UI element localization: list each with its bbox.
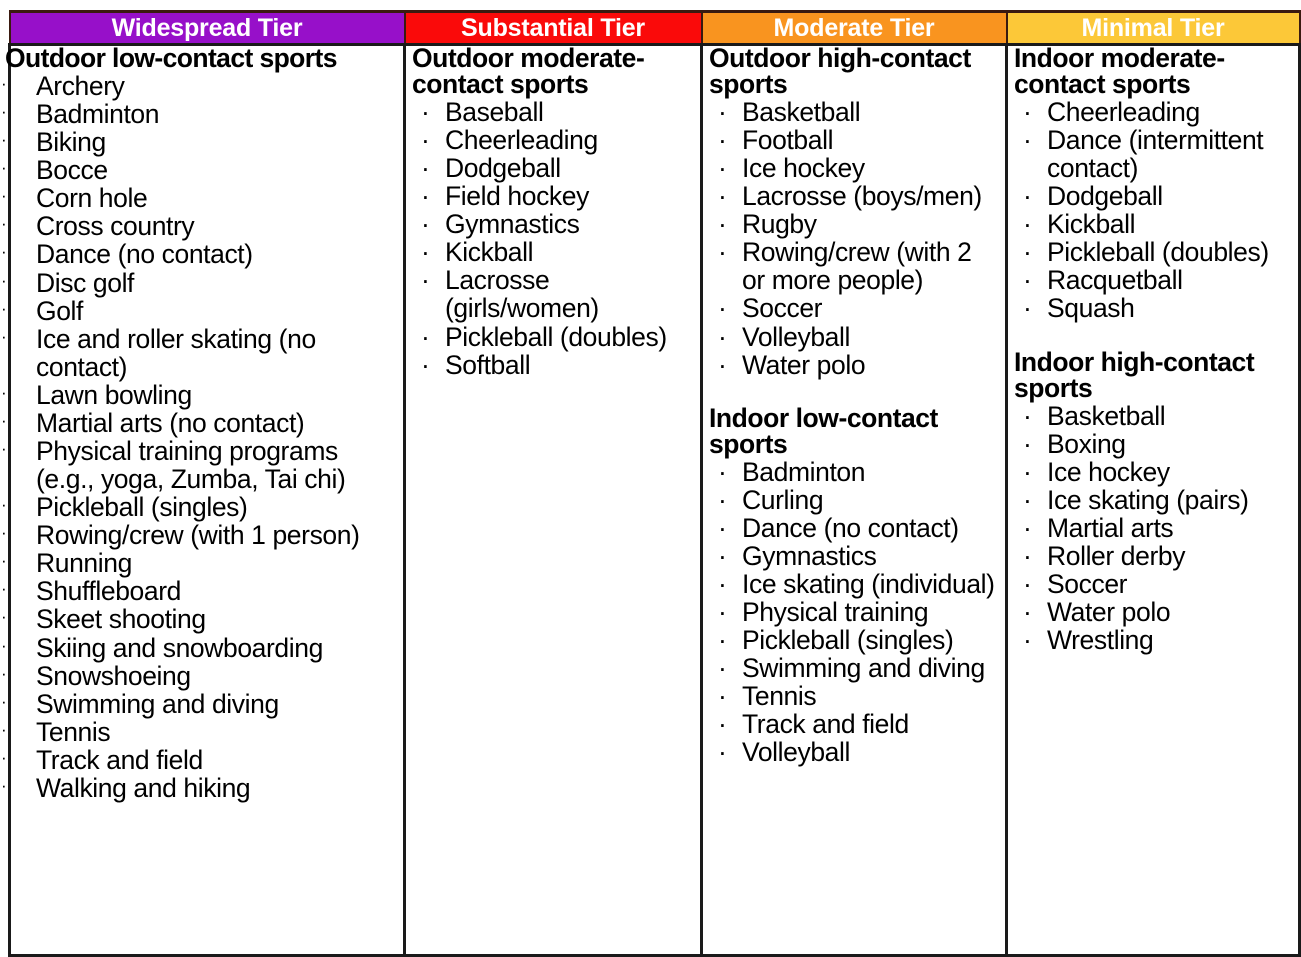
sport-name: Water polo <box>1047 597 1171 628</box>
sport-name: Soccer <box>1047 568 1128 599</box>
list-item <box>412 182 694 210</box>
sport-name: Badminton <box>742 456 866 487</box>
bullet-icon: · <box>1 382 7 402</box>
list-item <box>1 660 397 691</box>
sport-name: Lacrosse (girls/women) <box>445 265 599 324</box>
sport-name: Pickleball (singles) <box>742 625 954 656</box>
sport-name: Lacrosse (boys/men) <box>742 181 982 212</box>
bullet-icon: · <box>1 242 7 262</box>
bullet-icon: · <box>421 96 430 127</box>
list-item <box>412 323 694 351</box>
list-item <box>1014 542 1292 570</box>
bullet-icon: · <box>1 691 7 711</box>
sport-name: Cross country <box>36 211 195 242</box>
list-item <box>709 486 999 514</box>
bullet-icon: · <box>1023 125 1032 156</box>
list-item <box>1014 514 1292 542</box>
list-item <box>1014 458 1292 486</box>
list-item <box>412 154 694 182</box>
list-item <box>1014 210 1292 238</box>
bullet-icon: · <box>718 209 727 240</box>
bullet-icon: · <box>718 321 727 352</box>
section-title: Indoor moderate-contact sports <box>1014 43 1225 99</box>
list-item <box>1014 402 1292 430</box>
list-item <box>1014 266 1292 294</box>
sport-name: Soccer <box>742 293 823 324</box>
bullet-icon: · <box>1 186 7 206</box>
list-item <box>1014 126 1292 182</box>
sport-name: Ice skating (pairs) <box>1047 484 1249 515</box>
sport-name: Dance (intermittent contact) <box>1047 125 1264 184</box>
sport-name: Lawn bowling <box>36 379 192 410</box>
bullet-icon: · <box>421 209 430 240</box>
list-item <box>1 155 397 186</box>
list-item <box>709 182 999 210</box>
bullet-icon: · <box>1023 96 1032 127</box>
list-item <box>1 520 397 551</box>
tier-column-content-3 <box>702 45 1007 956</box>
bullet-icon: · <box>1023 293 1032 324</box>
list-item <box>1 407 397 438</box>
list-item <box>709 351 999 379</box>
list-item <box>1 323 397 382</box>
bullet-icon: · <box>421 321 430 352</box>
bullet-icon: · <box>718 625 727 656</box>
list-item <box>1 604 397 635</box>
sport-name: Walking and hiking <box>36 772 251 803</box>
sport-name: Boxing <box>1047 428 1126 459</box>
bullet-icon: · <box>1 214 7 234</box>
sport-name: Pickleball (doubles) <box>1047 237 1269 268</box>
sport-list <box>709 458 999 767</box>
list-item <box>709 210 999 238</box>
sport-name: Golf <box>36 295 84 326</box>
bullet-icon: · <box>1 438 7 458</box>
bullet-icon: · <box>1023 512 1032 543</box>
bullet-icon: · <box>718 540 727 571</box>
bullet-icon: · <box>1 607 7 627</box>
list-item <box>1014 98 1292 126</box>
bullet-icon: · <box>1023 237 1032 268</box>
bullet-icon: · <box>1023 540 1032 571</box>
list-item <box>709 598 999 626</box>
sport-name: Biking <box>36 127 106 158</box>
sport-name: Basketball <box>742 96 861 127</box>
bullet-icon: · <box>718 737 727 768</box>
list-item <box>1014 486 1292 514</box>
list-item <box>1 267 397 298</box>
bullet-icon: · <box>718 181 727 212</box>
list-item <box>1 70 397 101</box>
list-item <box>709 738 999 766</box>
sport-name: Pickleball (singles) <box>36 492 248 523</box>
tier-column-content-2 <box>405 45 702 956</box>
tier-column-content-4 <box>1007 45 1300 956</box>
bullet-icon: · <box>1 298 7 318</box>
bullet-icon: · <box>1023 568 1032 599</box>
list-item <box>1 183 397 214</box>
list-item <box>1 435 397 495</box>
sport-name: Rowing/crew (with 1 person) <box>36 520 360 551</box>
tier-column-header-4: Minimal Tier <box>1007 12 1300 45</box>
sport-name: Dance (no contact) <box>36 239 253 270</box>
sport-name: Badminton <box>36 99 160 130</box>
bullet-icon: · <box>1 130 7 150</box>
list-item <box>1014 430 1292 458</box>
list-item <box>1 239 397 270</box>
sport-name: Disc golf <box>36 267 135 298</box>
list-item <box>709 126 999 154</box>
tier-column-header-3: Moderate Tier <box>702 12 1007 45</box>
bullet-icon: · <box>421 265 430 296</box>
bullet-icon: · <box>1023 209 1032 240</box>
bullet-icon: · <box>421 181 430 212</box>
bullet-icon: · <box>1023 625 1032 656</box>
bullet-icon: · <box>1023 181 1032 212</box>
bullet-icon: · <box>718 237 727 268</box>
list-item <box>709 323 999 351</box>
list-item <box>1 772 397 803</box>
sport-name: Tennis <box>742 681 817 712</box>
list-item <box>709 710 999 738</box>
sport-list <box>709 98 999 379</box>
sport-name: Cheerleading <box>445 125 598 156</box>
section-title: Indoor low-contact sports <box>709 402 938 459</box>
list-item <box>1 688 397 719</box>
sport-name: Volleyball <box>742 321 850 352</box>
sport-name: Pickleball (doubles) <box>445 321 667 352</box>
sport-name: Rowing/crew (with 2 or more people) <box>742 237 972 296</box>
bullet-icon: · <box>1023 456 1032 487</box>
bullet-icon: · <box>421 125 430 156</box>
sport-name: Track and field <box>36 744 203 775</box>
list-item <box>1014 626 1292 654</box>
tier-column-header-2: Substantial Tier <box>405 12 702 45</box>
list-item <box>709 238 999 294</box>
list-item <box>1 576 397 607</box>
bullet-icon: · <box>1 663 7 683</box>
bullet-icon: · <box>718 653 727 684</box>
list-item <box>1 492 397 523</box>
tier-column-content-1 <box>1 43 405 956</box>
list-item <box>709 682 999 710</box>
sport-list <box>1014 402 1292 655</box>
list-item <box>1014 294 1292 322</box>
sport-name: Archery <box>36 70 125 101</box>
sport-name: Martial arts <box>1047 512 1174 543</box>
list-item <box>1 99 397 130</box>
sport-name: Ice hockey <box>742 153 865 184</box>
bullet-icon: · <box>718 456 727 487</box>
sport-name: Martial arts (no contact) <box>36 407 305 438</box>
list-item <box>709 626 999 654</box>
sport-name: Swimming and diving <box>742 653 985 684</box>
sport-name: Gymnastics <box>742 540 877 571</box>
bullet-icon: · <box>718 512 727 543</box>
bullet-icon: · <box>1023 484 1032 515</box>
section-title: Outdoor low-contact sports <box>5 43 337 73</box>
sport-name: Skeet shooting <box>36 604 206 635</box>
bullet-icon: · <box>718 293 727 324</box>
list-item <box>709 458 999 486</box>
sport-name: Shuffleboard <box>36 576 182 607</box>
bullet-icon: · <box>1 635 7 655</box>
list-item <box>1014 182 1292 210</box>
sport-name: Kickball <box>1047 209 1136 240</box>
sport-name: Volleyball <box>742 737 850 768</box>
tier-column-inner-4 <box>1014 43 1292 951</box>
list-item <box>1 211 397 242</box>
list-item <box>709 570 999 598</box>
sport-list <box>1014 98 1292 323</box>
list-item <box>1 379 397 410</box>
sport-name: Softball <box>445 349 531 380</box>
table-header-row <box>10 12 1300 45</box>
list-item <box>1 295 397 326</box>
section-spacer <box>709 379 999 406</box>
bullet-icon: · <box>1 158 7 178</box>
list-item <box>412 351 694 379</box>
list-item <box>709 514 999 542</box>
tier-column-inner-3 <box>709 43 999 951</box>
bullet-icon: · <box>718 568 727 599</box>
bullet-icon: · <box>421 237 430 268</box>
sport-name: Basketball <box>1047 400 1166 431</box>
sport-name: Dodgeball <box>445 153 561 184</box>
bullet-icon: · <box>1 747 7 767</box>
list-item <box>709 98 999 126</box>
sport-name: Field hockey <box>445 181 589 212</box>
sport-name: Water polo <box>742 349 866 380</box>
list-item <box>412 238 694 266</box>
sport-name: Kickball <box>445 237 534 268</box>
bullet-icon: · <box>1 270 7 290</box>
sport-name: Track and field <box>742 709 909 740</box>
sport-name: Curling <box>742 484 824 515</box>
sport-name: Running <box>36 548 132 579</box>
list-item <box>709 154 999 182</box>
sport-name: Football <box>742 125 834 156</box>
bullet-icon: · <box>718 709 727 740</box>
sport-name: Baseball <box>445 96 544 127</box>
sport-name: Skiing and snowboarding <box>36 632 323 663</box>
list-item <box>412 210 694 238</box>
sport-name: Dodgeball <box>1047 181 1163 212</box>
sport-name: Gymnastics <box>445 209 580 240</box>
bullet-icon: · <box>421 153 430 184</box>
bullet-icon: · <box>1023 428 1032 459</box>
bullet-icon: · <box>1023 400 1032 431</box>
list-item <box>709 294 999 322</box>
table-row <box>10 45 1300 956</box>
sport-name: Cheerleading <box>1047 96 1200 127</box>
sport-name: Physical training programs (e.g., yoga, Zumba, Tai chi) <box>36 435 346 495</box>
section-title: Outdoor moderate-contact sports <box>412 43 645 99</box>
sport-list <box>1 70 397 803</box>
tier-column-header-1: Widespread Tier <box>10 12 405 45</box>
bullet-icon: · <box>718 125 727 156</box>
section-title: Indoor high-contact sports <box>1014 346 1255 403</box>
list-item <box>1014 570 1292 598</box>
sport-name: Dance (no contact) <box>742 512 959 543</box>
sports-tier-table <box>1 10 1301 957</box>
sport-name: Roller derby <box>1047 540 1186 571</box>
table-body <box>1 43 1300 956</box>
sport-name: Swimming and diving <box>36 688 279 719</box>
list-item <box>1 632 397 663</box>
list-item <box>1 744 397 775</box>
bullet-icon: · <box>718 349 727 380</box>
sport-name: Ice and roller skating (no contact) <box>36 323 316 382</box>
sport-name: Tennis <box>36 716 111 747</box>
list-item <box>709 542 999 570</box>
bullet-icon: · <box>718 484 727 515</box>
sport-name: Corn hole <box>36 183 148 214</box>
bullet-icon: · <box>1 775 7 795</box>
bullet-icon: · <box>421 349 430 380</box>
list-item <box>1 716 397 747</box>
section-spacer <box>1014 323 1292 350</box>
list-item <box>412 98 694 126</box>
table-header-row-group <box>10 12 1300 45</box>
list-item <box>1014 598 1292 626</box>
sport-name: Rugby <box>742 209 817 240</box>
sport-name: Bocce <box>36 155 108 186</box>
sport-name: Ice hockey <box>1047 456 1170 487</box>
bullet-icon: · <box>1 410 7 430</box>
bullet-icon: · <box>1 579 7 599</box>
bullet-icon: · <box>1 551 7 571</box>
sport-name: Physical training <box>742 597 929 628</box>
bullet-icon: · <box>1 102 7 122</box>
sport-name: Wrestling <box>1047 625 1154 656</box>
bullet-icon: · <box>1 326 7 346</box>
bullet-icon: · <box>1 73 7 93</box>
list-item <box>1 548 397 579</box>
bullet-icon: · <box>1023 597 1032 628</box>
bullet-icon: · <box>1 719 7 739</box>
tier-column-inner-2 <box>412 43 694 951</box>
list-item <box>412 126 694 154</box>
list-item <box>1014 238 1292 266</box>
sport-name: Racquetball <box>1047 265 1183 296</box>
tier-column-inner-1 <box>1 43 397 951</box>
bullet-icon: · <box>1 523 7 543</box>
bullet-icon: · <box>1 495 7 515</box>
list-item <box>1 127 397 158</box>
sport-name: Squash <box>1047 293 1135 324</box>
bullet-icon: · <box>718 96 727 127</box>
sport-list <box>412 98 694 379</box>
list-item <box>412 266 694 322</box>
sport-name: Ice skating (individual) <box>742 568 995 599</box>
bullet-icon: · <box>718 153 727 184</box>
bullet-icon: · <box>1023 265 1032 296</box>
list-item <box>709 654 999 682</box>
sport-name: Snowshoeing <box>36 660 191 691</box>
section-title: Outdoor high-contact sports <box>709 43 971 99</box>
bullet-icon: · <box>718 681 727 712</box>
bullet-icon: · <box>718 597 727 628</box>
